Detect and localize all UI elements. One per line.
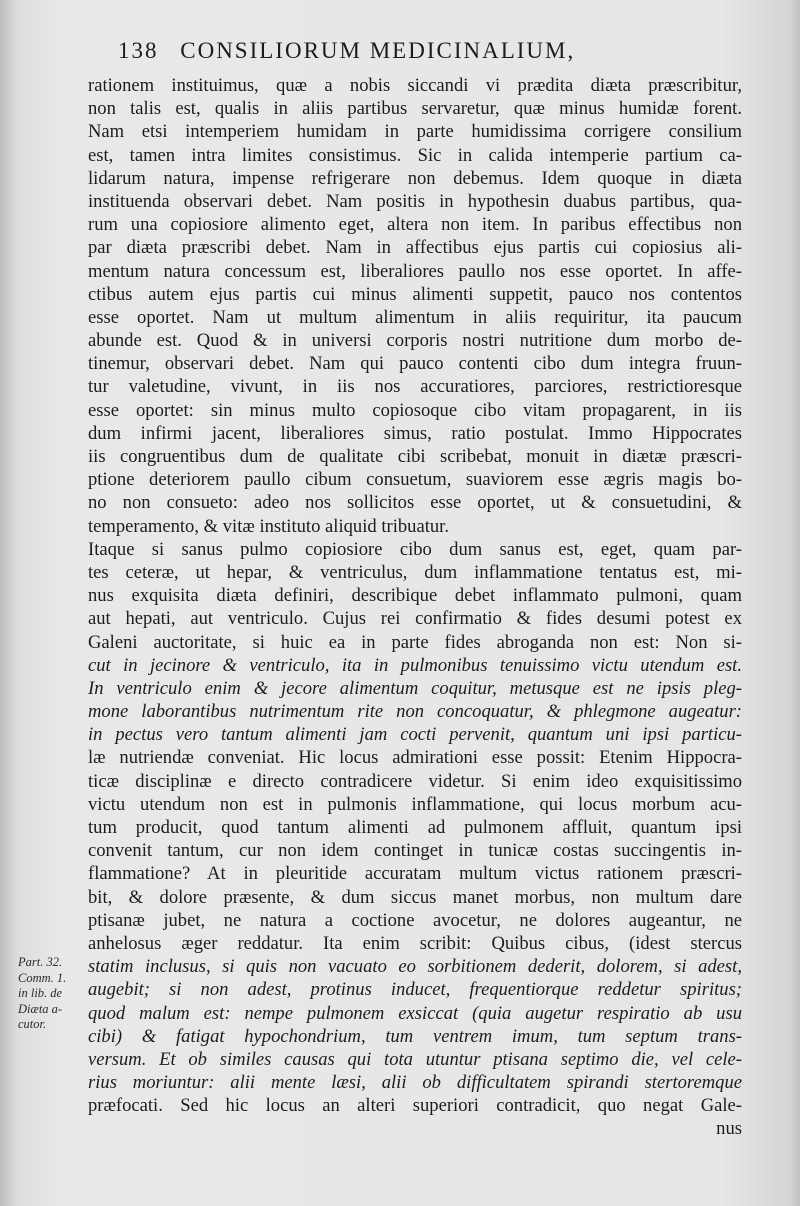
- text-line: tinemur, observari debet. Nam qui pauco contenti cibo dum integra fruun-: [88, 353, 742, 375]
- text-line: tum producit, quod tantum alimenti ad pulmonem affluit, quantum ipsi: [88, 817, 742, 838]
- text-line: augebit; si non adest, protinus inducet, frequentiorque reddetur spiritus;: [88, 979, 742, 1001]
- margin-note-line: in lib. de: [18, 986, 63, 1000]
- text-line: statim inclusus, si quis non vacuato eo sorbitionem dederit, dolorem, si adest,: [88, 956, 742, 978]
- margin-note-line: Comm. 1.: [18, 970, 67, 985]
- text-line: lidarum natura, impense refrigerare non debemus. Idem quoque in diæta: [88, 167, 742, 189]
- text-line: in pectus vero tantum alimenti jam cocti pervenit, quantum uni ipsi particu-: [88, 724, 742, 746]
- text-line: est, tamen intra limites consistimus. Sic in calida intemperie partium ca-: [88, 144, 742, 166]
- text-line: nus exquisita diæta definiri, describique debet inflammato pulmoni, quam: [88, 585, 742, 607]
- main-text: [88, 74, 742, 1141]
- text-line: Galeni auctoritate, si huic ea in parte fides abroganda non est: Non si-: [88, 631, 742, 653]
- text-line: esse oportet: sin minus multo copiosoque cibo vitam propagarent, in iis: [88, 399, 742, 421]
- text-line: In ventriculo enim & jecore alimentum coquitur, metusque est ne ipsis pleg-: [88, 677, 742, 699]
- text-line: Itaque si sanus pulmo copiosiore cibo dum sanus est, eget, quam par-: [88, 538, 742, 560]
- running-title: CONSILIORUM MEDICINALIUM,: [180, 38, 576, 63]
- text-line: dum infirmi jacent, liberaliores simus, ratio postulat. Immo Hippocrates: [88, 422, 742, 444]
- text-line: esse oportet. Nam ut multum alimentum in aliis requiritur, ita paucum: [88, 306, 742, 328]
- text-line: par diæta præscribi debet. Nam in affectibus ejus partis cui copiosius ali-: [88, 237, 742, 259]
- text-line: bit, & dolore præsente, & dum siccus manet morbus, non multum dare: [88, 886, 742, 908]
- margin-note-line: Part. 32.: [18, 955, 63, 969]
- text-line: abunde est. Quod & in universi corporis nostri nutritione dum morbo de-: [88, 330, 742, 352]
- text-line: convenit tantum, cur non idem continget in tunicæ costas succingentis in-: [88, 840, 742, 862]
- text-line: tur valetudine, vivunt, in iis nos accuratiores, parciores, restrictioresque: [88, 376, 742, 398]
- text-line: præfocati. Sed hic locus an alteri superiori contradicit, quo negat Gale-: [88, 1095, 742, 1117]
- text-line: victu utendum non est in pulmonis inflammatione, qui locus morbum acu-: [88, 793, 742, 815]
- page-number: 138: [118, 38, 159, 63]
- text-line: ticæ disciplinæ e directo contradicere videtur. Si enim ideo exquisitissimo: [88, 770, 742, 792]
- text-line: tes ceteræ, ut hepar, & ventriculus, dum inflammatione tentatus est, mi-: [88, 561, 742, 583]
- text-line: ctibus autem ejus partis cui minus alimenti suppetit, pauco nos contentos: [88, 283, 742, 305]
- page-header: [118, 38, 678, 64]
- margin-note-line: Diæta a-: [18, 1001, 63, 1016]
- text-line: rationem instituimus, quæ a nobis siccandi vi prædita diæta præscribitur,: [88, 75, 742, 96]
- text-line: ptione deteriorem paullo cibum consuetum, suaviorem esse ægris magis bo-: [88, 469, 742, 491]
- text-line: quod malum est: nempe pulmonem exsiccat (quia augetur respiratio ab usu: [88, 1002, 742, 1024]
- text-line: rum una copiosiore alimento eget, altera non item. In paribus effectibus non: [88, 214, 742, 236]
- text-line: instituenda observari debet. Nam positis in hypothesin duabus partibus, qua-: [88, 190, 742, 212]
- text-line: læ nutriendæ conveniat. Hic locus admirationi esse possit: Etenim Hippocra-: [88, 747, 742, 769]
- margin-note-line: cutor.: [18, 1017, 47, 1031]
- text-line: cut in jecinore & ventriculo, ita in pulmonibus tenuissimo victu utendum est.: [88, 654, 742, 676]
- margin-note: [18, 955, 88, 1033]
- text-line: temperamento, & vitæ instituto aliquid tribuatur.: [88, 515, 449, 537]
- text-line: nus: [716, 1118, 742, 1140]
- text-line: ptisanæ jubet, ne natura a coctione avocetur, ne dolores augeantur, ne: [88, 909, 742, 931]
- text-line: no non consueto: adeo nos sollicitos esse oportet, ut & consuetudini, &: [88, 492, 742, 514]
- text-line: Nam etsi intemperiem humidam in parte humidissima corrigere consilium: [88, 121, 742, 143]
- text-line: rius moriuntur: alii mente læsi, alii ob difficultatem spirandi stertoremque: [88, 1072, 742, 1094]
- text-line: cibi) & fatigat hypochondrium, tum ventrem imum, tum septum trans-: [88, 1025, 742, 1047]
- text-line: aut hepati, aut ventriculo. Cujus rei confirmatio & fides desumi potest ex: [88, 608, 742, 630]
- text-line: mone laborantibus nutrimentum rite non concoquatur, & phlegmone augeatur:: [88, 701, 742, 723]
- text-line: flammatione? At in pleuritide accuratam multum victus rationem præscri-: [88, 863, 742, 885]
- text-line: versum. Et ob similes causas qui tota utuntur ptisana septimo die, vel cele-: [88, 1048, 742, 1070]
- text-line: non talis est, qualis in aliis partibus servaretur, quæ minus humidæ forent.: [88, 98, 742, 120]
- text-line: anhelosus æger reddatur. Ita enim scribit: Quibus cibus, (idest stercus: [88, 932, 742, 954]
- text-line: mentum natura concessum est, liberaliores paullo nos esse oportet. In affe-: [88, 260, 742, 282]
- text-line: iis congruentibus dum de qualitate cibi scribebat, monuit in diætæ præscri-: [88, 446, 742, 467]
